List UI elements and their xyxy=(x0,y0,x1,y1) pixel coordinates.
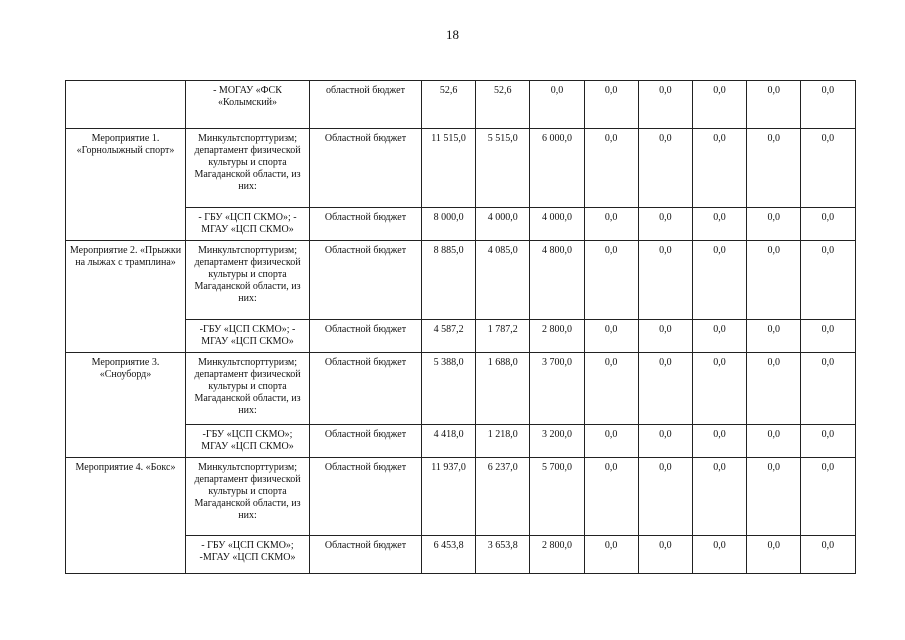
page-number: 18 xyxy=(446,27,459,42)
source-cell: областной бюджет xyxy=(310,81,422,129)
value-cell: 0,0 xyxy=(692,536,746,574)
table-row xyxy=(66,241,856,320)
table-row xyxy=(66,129,856,208)
value-cell: 0,0 xyxy=(747,353,801,425)
value-cell: 0,0 xyxy=(692,425,746,458)
value-cell: 0,0 xyxy=(584,425,638,458)
value-cell: 0,0 xyxy=(584,458,638,536)
executor-cell: -ГБУ «ЦСП СКМО»; - МГАУ «ЦСП СКМО» xyxy=(186,320,310,353)
value-cell: 0,0 xyxy=(638,536,692,574)
value-cell: 0,0 xyxy=(638,81,692,129)
value-cell: 4 418,0 xyxy=(422,425,476,458)
value-cell: 0,0 xyxy=(584,320,638,353)
executor-cell: Минкультспорттуризм; департамент физической культуры и спорта Магаданской области, из них: xyxy=(186,129,310,208)
value-cell: 0,0 xyxy=(584,241,638,320)
value-cell: 0,0 xyxy=(747,208,801,241)
table-row xyxy=(66,81,856,129)
source-cell: Областной бюджет xyxy=(310,536,422,574)
value-cell: 6 000,0 xyxy=(530,129,584,208)
event-cell: Мероприятие 4. «Бокс» xyxy=(66,458,186,574)
source-cell: Областной бюджет xyxy=(310,458,422,536)
value-cell: 52,6 xyxy=(476,81,530,129)
executor-cell: - МОГАУ «ФСК «Колымский» xyxy=(186,81,310,129)
value-cell: 0,0 xyxy=(638,425,692,458)
source-cell: Областной бюджет xyxy=(310,208,422,241)
value-cell: 0,0 xyxy=(692,129,746,208)
value-cell: 5 388,0 xyxy=(422,353,476,425)
value-cell: 4 000,0 xyxy=(530,208,584,241)
value-cell: 6 237,0 xyxy=(476,458,530,536)
value-cell: 0,0 xyxy=(638,129,692,208)
executor-cell: Минкультспорттуризм; департамент физической культуры и спорта Магаданской области, из них: xyxy=(186,458,310,536)
value-cell: 0,0 xyxy=(801,129,855,208)
value-cell: 0,0 xyxy=(692,241,746,320)
value-cell: 1 688,0 xyxy=(476,353,530,425)
value-cell: 8 885,0 xyxy=(422,241,476,320)
source-cell: Областной бюджет xyxy=(310,241,422,320)
value-cell: 0,0 xyxy=(801,353,855,425)
value-cell: 52,6 xyxy=(422,81,476,129)
value-cell: 0,0 xyxy=(584,353,638,425)
value-cell: 4 085,0 xyxy=(476,241,530,320)
value-cell: 0,0 xyxy=(584,81,638,129)
value-cell: 0,0 xyxy=(638,208,692,241)
value-cell: 0,0 xyxy=(530,81,584,129)
value-cell: 3 200,0 xyxy=(530,425,584,458)
event-cell: Мероприятие 2. «Прыжки на лыжах с трамплина» xyxy=(66,241,186,353)
value-cell: 11 937,0 xyxy=(422,458,476,536)
value-cell: 0,0 xyxy=(801,425,855,458)
value-cell: 11 515,0 xyxy=(422,129,476,208)
value-cell: 0,0 xyxy=(747,458,801,536)
value-cell: 0,0 xyxy=(747,241,801,320)
value-cell: 0,0 xyxy=(692,458,746,536)
value-cell: 0,0 xyxy=(747,81,801,129)
value-cell: 0,0 xyxy=(692,320,746,353)
value-cell: 6 453,8 xyxy=(422,536,476,574)
value-cell: 0,0 xyxy=(692,81,746,129)
value-cell: 1 787,2 xyxy=(476,320,530,353)
value-cell: 0,0 xyxy=(638,320,692,353)
value-cell: 0,0 xyxy=(638,241,692,320)
value-cell: 2 800,0 xyxy=(530,536,584,574)
value-cell: 0,0 xyxy=(747,129,801,208)
table-row xyxy=(66,353,856,425)
value-cell: 5 515,0 xyxy=(476,129,530,208)
value-cell: 5 700,0 xyxy=(530,458,584,536)
source-cell: Областной бюджет xyxy=(310,320,422,353)
executor-cell: - ГБУ «ЦСП СКМО»; - МГАУ «ЦСП СКМО» xyxy=(186,208,310,241)
event-cell: Мероприятие 1. «Горнолыжный спорт» xyxy=(66,129,186,241)
value-cell: 0,0 xyxy=(747,320,801,353)
event-cell xyxy=(66,81,186,129)
value-cell: 4 800,0 xyxy=(530,241,584,320)
event-cell: Мероприятие 3. «Сноуборд» xyxy=(66,353,186,458)
table-row xyxy=(66,458,856,536)
value-cell: 0,0 xyxy=(801,208,855,241)
value-cell: 3 700,0 xyxy=(530,353,584,425)
value-cell: 0,0 xyxy=(747,425,801,458)
executor-cell: Минкультспорттуризм; департамент физической культуры и спорта Магаданской области, из них: xyxy=(186,241,310,320)
value-cell: 2 800,0 xyxy=(530,320,584,353)
source-cell: Областной бюджет xyxy=(310,129,422,208)
value-cell: 0,0 xyxy=(638,458,692,536)
value-cell: 4 000,0 xyxy=(476,208,530,241)
value-cell: 8 000,0 xyxy=(422,208,476,241)
source-cell: Областной бюджет xyxy=(310,353,422,425)
value-cell: 0,0 xyxy=(584,208,638,241)
value-cell: 0,0 xyxy=(747,536,801,574)
value-cell: 1 218,0 xyxy=(476,425,530,458)
source-cell: Областной бюджет xyxy=(310,425,422,458)
executor-cell: Минкультспорттуризм; департамент физической культуры и спорта Магаданской области, из них: xyxy=(186,353,310,425)
value-cell: 0,0 xyxy=(584,536,638,574)
value-cell: 0,0 xyxy=(801,81,855,129)
executor-cell: - ГБУ «ЦСП СКМО»; -МГАУ «ЦСП СКМО» xyxy=(186,536,310,574)
value-cell: 0,0 xyxy=(801,241,855,320)
value-cell: 0,0 xyxy=(584,129,638,208)
value-cell: 0,0 xyxy=(692,208,746,241)
budget-table xyxy=(65,80,856,574)
value-cell: 0,0 xyxy=(692,353,746,425)
value-cell: 0,0 xyxy=(801,458,855,536)
value-cell: 0,0 xyxy=(801,536,855,574)
value-cell: 0,0 xyxy=(801,320,855,353)
value-cell: 0,0 xyxy=(638,353,692,425)
executor-cell: -ГБУ «ЦСП СКМО»; МГАУ «ЦСП СКМО» xyxy=(186,425,310,458)
value-cell: 4 587,2 xyxy=(422,320,476,353)
value-cell: 3 653,8 xyxy=(476,536,530,574)
